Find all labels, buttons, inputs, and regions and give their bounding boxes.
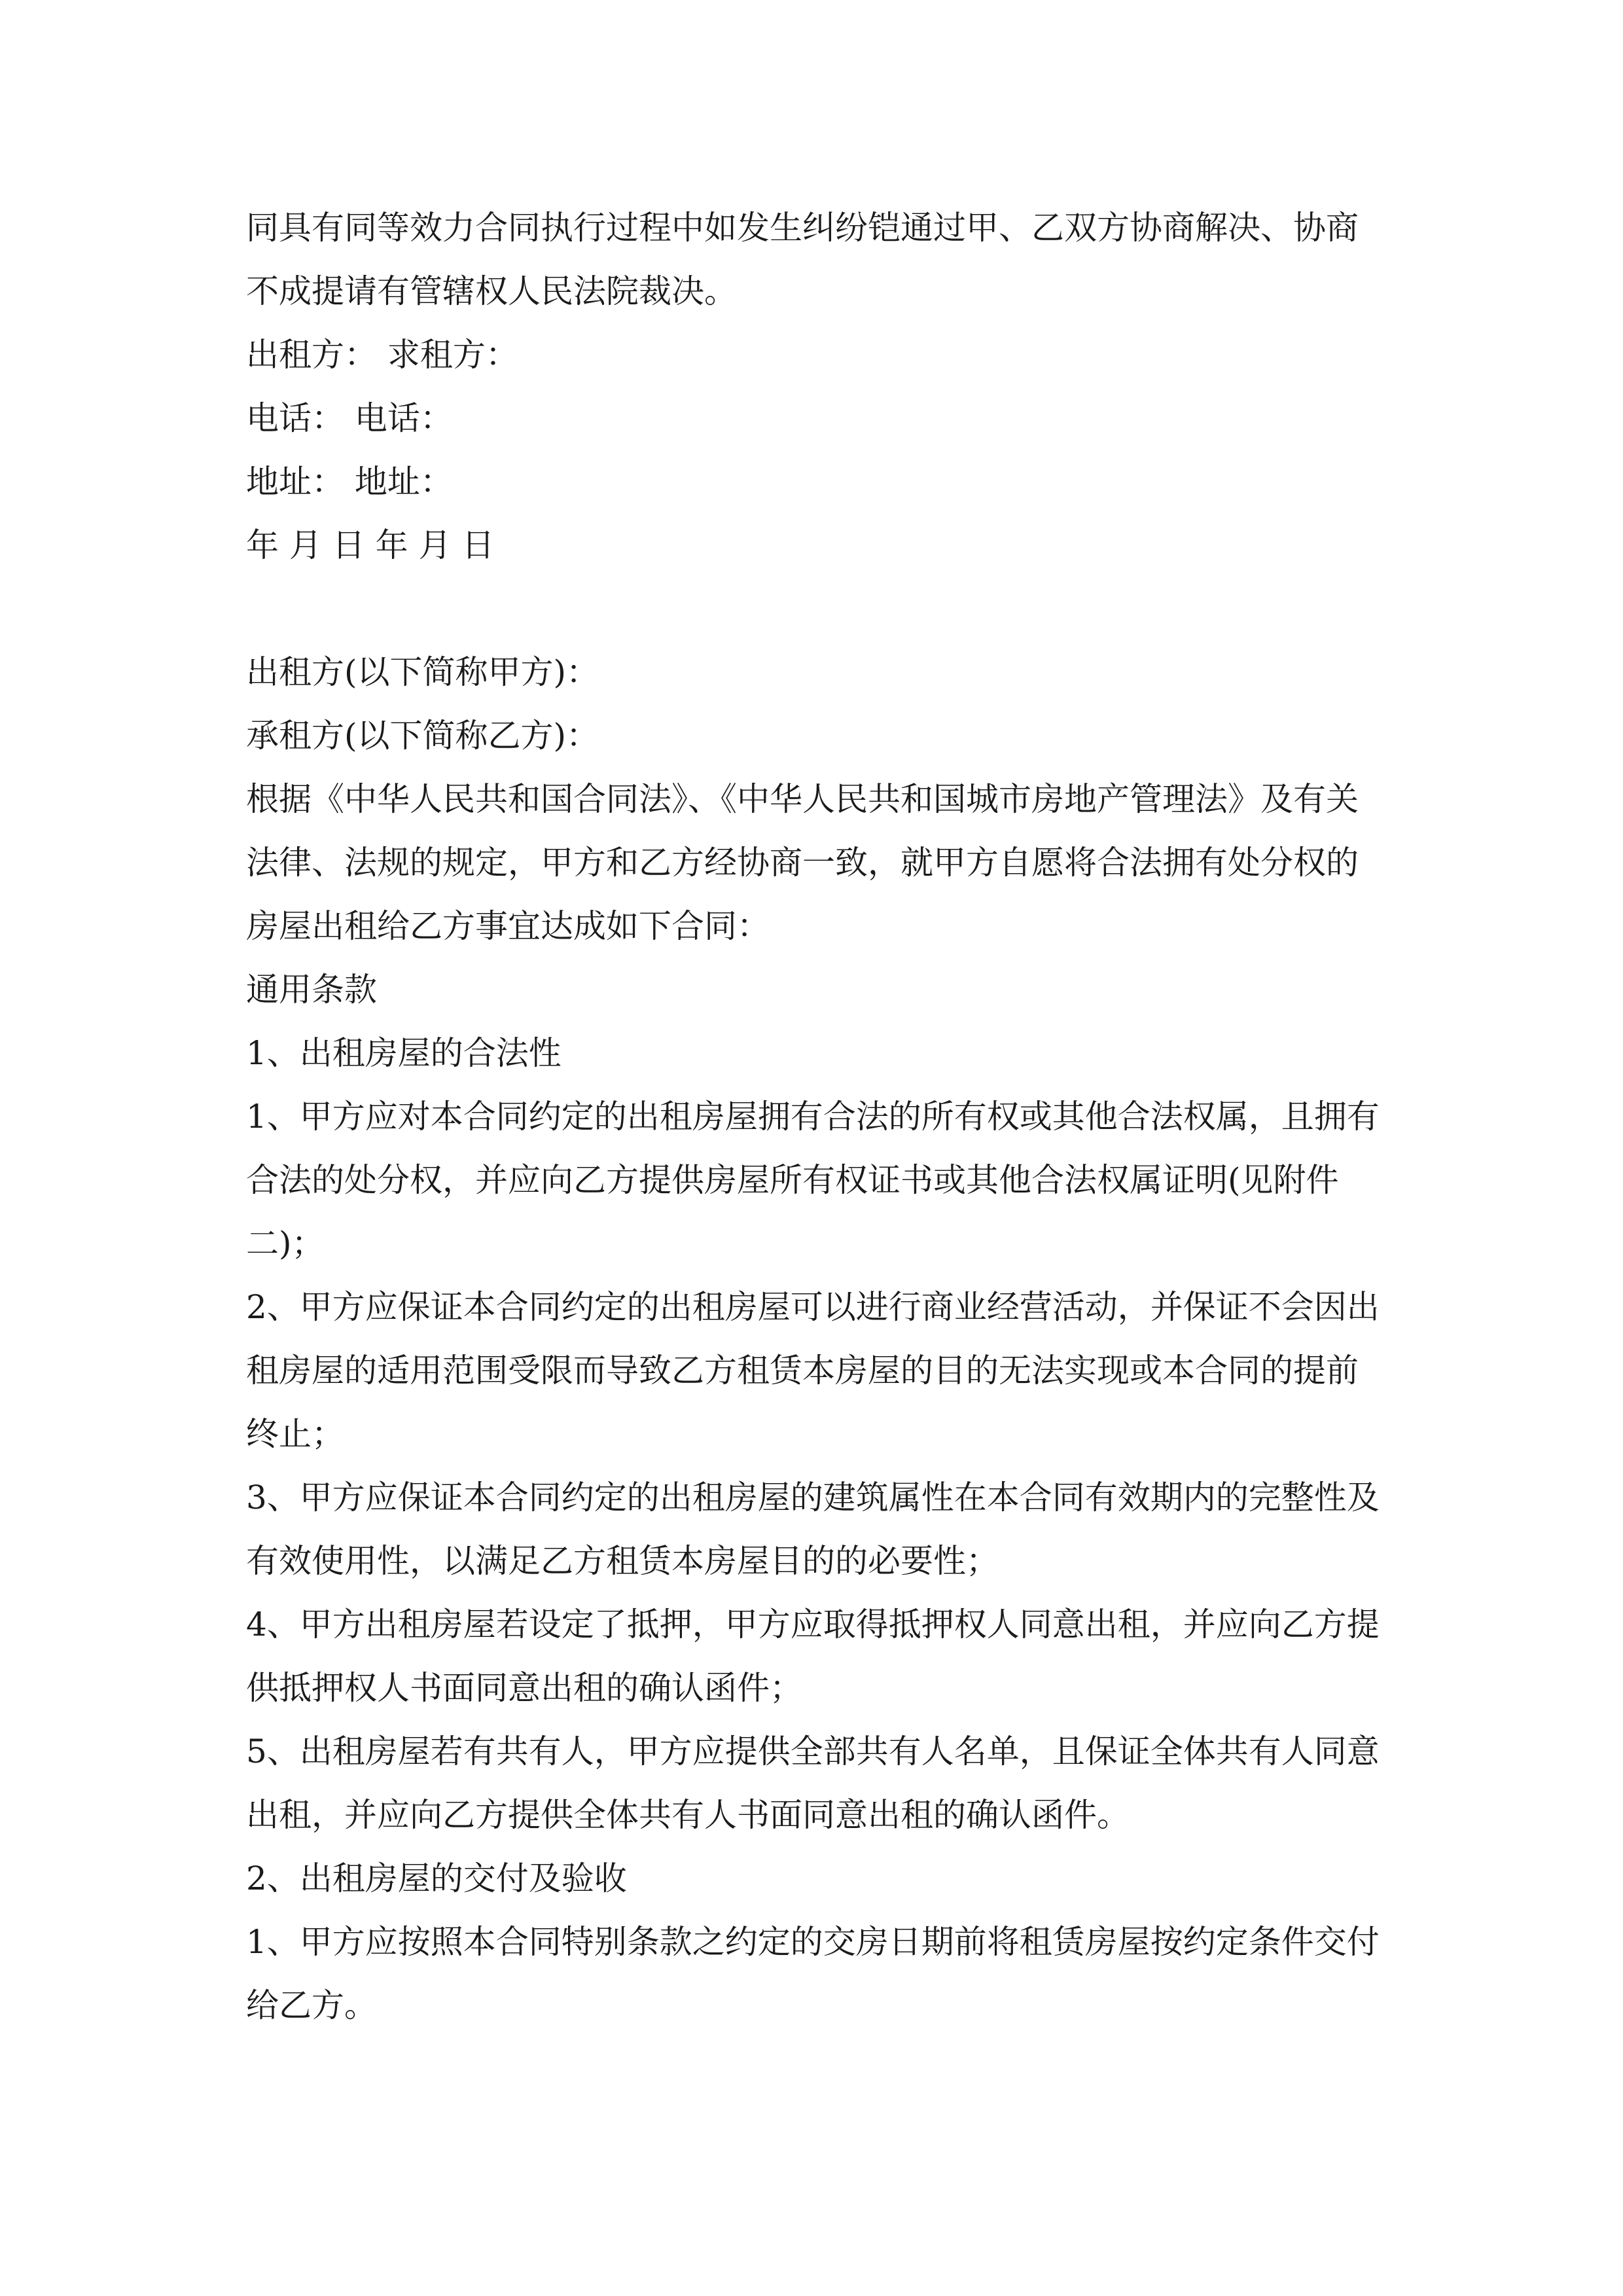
signature-address-line: 地址： 地址： [246,463,453,501]
lessor-line: 出租方(以下简称甲方)： [246,653,599,691]
clause-heading-delivery: 2、出租房屋的交付及验收 [246,1859,627,1897]
lessee-line: 承租方(以下简称乙方)： [246,717,599,755]
clause-delivery-item-1: 1、甲方应按照本合同特别条款之约定的交房日期前将租赁房屋按约定条件交付给乙方。 [246,1923,1380,2024]
clause-heading-legality: 1、出租房屋的合法性 [246,1034,562,1072]
document-body [246,196,1385,2037]
clause-legality-item-5: 5、出租房屋若有共有人，甲方应提供全部共有人名单，且保证全体共有人同意出租，并应向乙方提供全体共有人书面同意出租的确认函件。 [246,1732,1380,1834]
clause-legality-item-3: 3、甲方应保证本合同约定的出租房屋的建筑属性在本合同有效期内的完整性及有效使用性，以满足乙方租赁本房屋目的的必要性； [246,1479,1380,1580]
clause-legality-item-2: 2、甲方应保证本合同约定的出租房屋可以进行商业经营活动，并保证不会因出租房屋的适用范围受限而导致乙方租赁本房屋的目的无法实现或本合同的提前终止； [246,1288,1380,1453]
signature-parties-line: 出租方： 求租方： [246,336,518,374]
section-heading-general-terms: 通用条款 [246,971,377,1009]
clause-legality-item-4: 4、甲方出租房屋若设定了抵押，甲方应取得抵押权人同意出租，并应向乙方提供抵押权人书面同意出租的确认函件； [246,1605,1380,1707]
signature-date-line: 年 月 日 年 月 日 [246,526,495,564]
dispute-resolution-clause: 同具有同等效力合同执行过程中如发生纠纷铠通过甲、乙双方协商解决、协商不成提请有管辖权人民法院裁决。 [246,209,1359,310]
preamble-paragraph: 根据《中华人民共和国合同法》、《中华人民共和国城市房地产管理法》及有关法律、法规的规定，甲方和乙方经协商一致，就甲方自愿将合法拥有处分权的房屋出租给乙方事宜达成如下合同： [246,780,1359,945]
signature-phone-line: 电话： 电话： [246,399,453,437]
section-gap [246,577,1385,641]
clause-legality-item-1: 1、甲方应对本合同约定的出租房屋拥有合法的所有权或其他合法权属，且拥有合法的处分权，并应向乙方提供房屋所有权证书或其他合法权属证明(见附件二)； [246,1098,1380,1263]
